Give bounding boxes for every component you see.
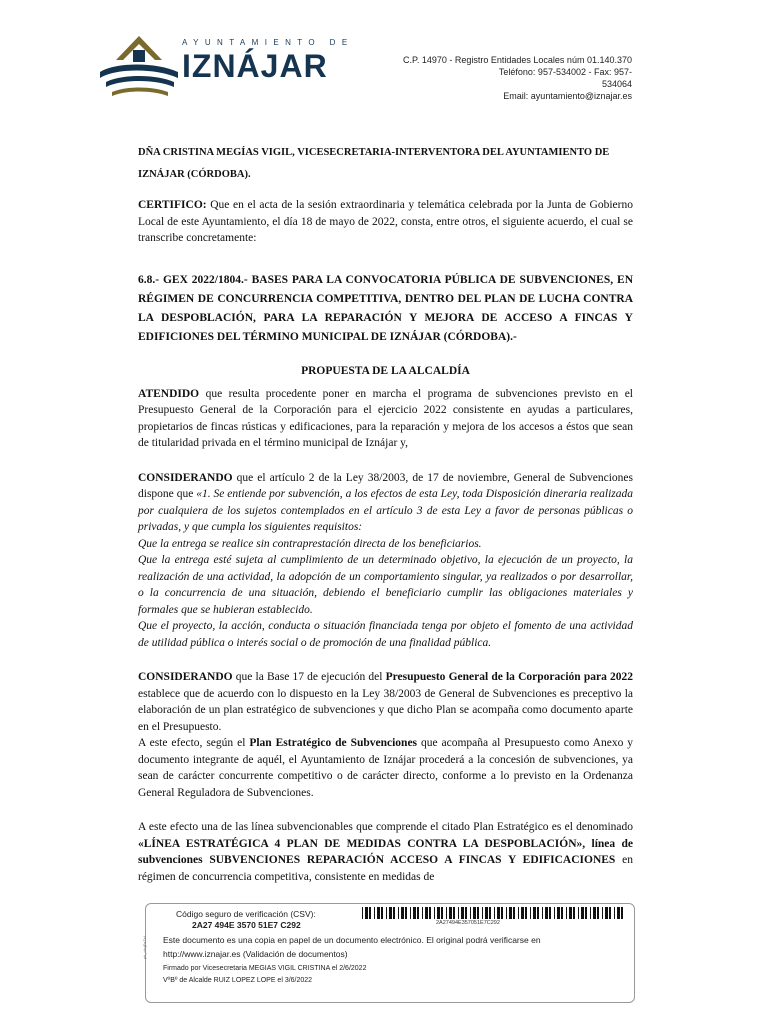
barcode-icon xyxy=(362,907,624,919)
csv-code: 2A27 494E 3570 51E7 C292 xyxy=(192,920,301,930)
law-requirement-c: Que el proyecto, la acción, conducta o situación financiada tenga por objeto el fomento de una actividad de utilidad pública o interés social o de promoción de una finalidad pública. xyxy=(138,620,633,649)
propuesta-heading: PROPUESTA DE LA ALCALDÍA xyxy=(301,364,470,377)
verification-url[interactable]: http://www.iznajar.es (Validación de documentos) xyxy=(163,949,348,959)
logo-main-text: IZNÁJAR xyxy=(182,48,328,84)
agreement-title: 6.8.- GEX 2022/1804.- BASES PARA LA CONVOCATORIA PÚBLICA DE SUBVENCIONES, EN RÉGIMEN DE CONCURRENCIA COMPETITIVA, DENTRO DEL PLAN DE LUCHA CONTRA LA DESPOBLACIÓN, PARA LA REPARACIÓN Y MEJORA DE ACCESO A FINCAS Y EDIFICIONES DEL TÉRMINO MUNICIPAL DE IZNÁJAR (CÓRDOBA).- xyxy=(138,273,633,343)
castle-emblem-icon xyxy=(96,32,182,102)
atendido-paragraph xyxy=(138,386,633,452)
logo-top-text: AYUNTAMIENTO DE xyxy=(182,38,354,47)
contact-line: C.P. 14970 - Registro Entidades Locales núm 01.140.370 xyxy=(403,55,632,65)
considerando-text: establece que de acuerdo con lo dispuesto en la Ley 38/2003 de General de Subvenciones es preceptivo la elaboración de un plan estratégico de subvenciones y que dicho Plan se acompaña como documento aparte en el Presupuesto. xyxy=(138,687,633,733)
csv-label: Código seguro de verificación (CSV): xyxy=(176,909,316,919)
strategic-line-paragraph xyxy=(138,819,633,885)
certifico-label: CERTIFICO: xyxy=(138,199,207,211)
considerando-label: CONSIDERANDO xyxy=(138,471,233,484)
certifico-paragraph xyxy=(138,197,633,247)
considerando-paragraph-2 xyxy=(138,669,633,735)
note-line: Este documento es una copia en papel de un documento electrónico. El original podrá verificarse en xyxy=(163,935,541,945)
barcode-text: 2A27494E357051E7C292 xyxy=(436,920,500,926)
budget-reference: Presupuesto General de la Corporación para 2022 xyxy=(385,671,634,683)
document-body xyxy=(138,142,633,885)
strategic-text: A este efecto una de las línea subvencionables que comprende el citado Plan Estratégico es el denominado xyxy=(138,821,633,833)
atendido-label: ATENDIDO xyxy=(138,387,200,400)
plan-paragraph xyxy=(138,735,633,801)
certifico-text: Que en el acta de la sesión extraordinaria y telemática celebrada por la Junta de Gobierno Local de este Ayuntamiento, el día 18 de mayo de 2022, consta, entre otros, el siguiente acuerdo, el cual se transcribe concretamente: xyxy=(138,199,633,244)
verification-note xyxy=(163,933,623,961)
law-requirement-b: Que la entrega esté sujeta al cumplimiento de un determinado objetivo, la ejecución de un proyecto, la realización de una actividad, la adopción de un comportamiento singular, ya realizados o por desarrollar, o la concurrencia de una situación, debiendo el beneficiario cumplir las obligaciones materiales y formales que se hubieran establecido. xyxy=(138,554,633,616)
strategic-line-name: «LÍNEA ESTRATÉGICA 4 PLAN DE MEDIDAS CONTRA LA DESPOBLACIÓN», línea de subvenciones SUBVENCIONES REPARACIÓN ACCESO A FINCAS Y EDIFICACIONES xyxy=(138,837,633,866)
atendido-text: que resulta procedente poner en marcha el programa de subvenciones previsto en el Presupuesto General de la Corporación para el ejercicio 2022 consistente en ayudas a particulares, propietarios de fincas rústicas y edificaciones, para la reparación y mejora de los accesos a éstos que sean de titularidad privada en el término municipal de Iznájar y, xyxy=(138,387,633,449)
plan-text: que acompaña al Presupuesto como Anexo y documento integrante de aquél, el Ayuntamiento de Iznájar procederá a la concesión de subvenciones, ya sean de carácter concurrente competitivo o de carácter directo, conforme a lo previsto en la Ordenanza General Reguladora de Subvenciones. xyxy=(138,737,634,799)
considerando-paragraph-1 xyxy=(138,470,633,536)
contact-email: Email: ayuntamiento@iznajar.es xyxy=(503,91,632,101)
considerando-text: que el artículo 2 de la Ley 38/2003, de 17 de noviembre, General de Subvenciones dispone que xyxy=(138,471,633,500)
plan-text: A este efecto, según el xyxy=(138,737,250,749)
contact-info xyxy=(372,54,632,102)
plan-reference: Plan Estratégico de Subvenciones xyxy=(249,737,418,749)
contact-line: Teléfono: 957-534002 - Fax: 957- xyxy=(498,67,632,77)
law-quote: «1. Se entiende por subvención, a los efectos de esta Ley, toda Disposición dineraria realizada por cualquiera de los sujetos contemplados en el artículo 3 de esta Ley a favor de personas públicas o privadas, y que cumpla los siguientes requisitos: xyxy=(138,488,633,533)
signer-line: VºBº de Alcalde RUIZ LOPEZ LOPE el 3/6/2022 xyxy=(163,977,313,984)
strategic-text: en régimen de concurrencia competitiva, consistente en medidas de xyxy=(138,854,633,883)
verification-box xyxy=(142,903,635,1003)
municipal-logo xyxy=(96,32,354,102)
law-requirement-a: Que la entrega se realice sin contraprestación directa de los beneficiarios. xyxy=(138,537,482,550)
side-identifier: pk_ckqFaZxL xyxy=(142,934,147,959)
considerando-label: CONSIDERANDO xyxy=(138,671,233,683)
official-heading: DÑA CRISTINA MEGÍAS VIGIL, VICESECRETARIA-INTERVENTORA DEL AYUNTAMIENTO DE IZNÁJAR (CÓRDOBA). xyxy=(138,147,610,180)
considerando-text: que la Base 17 de ejecución del xyxy=(232,671,386,683)
contact-line: 534064 xyxy=(601,79,632,89)
signer-line: Firmado por Vicesecretaria MEGIAS VIGIL CRISTINA el 2/6/2022 xyxy=(163,965,367,972)
